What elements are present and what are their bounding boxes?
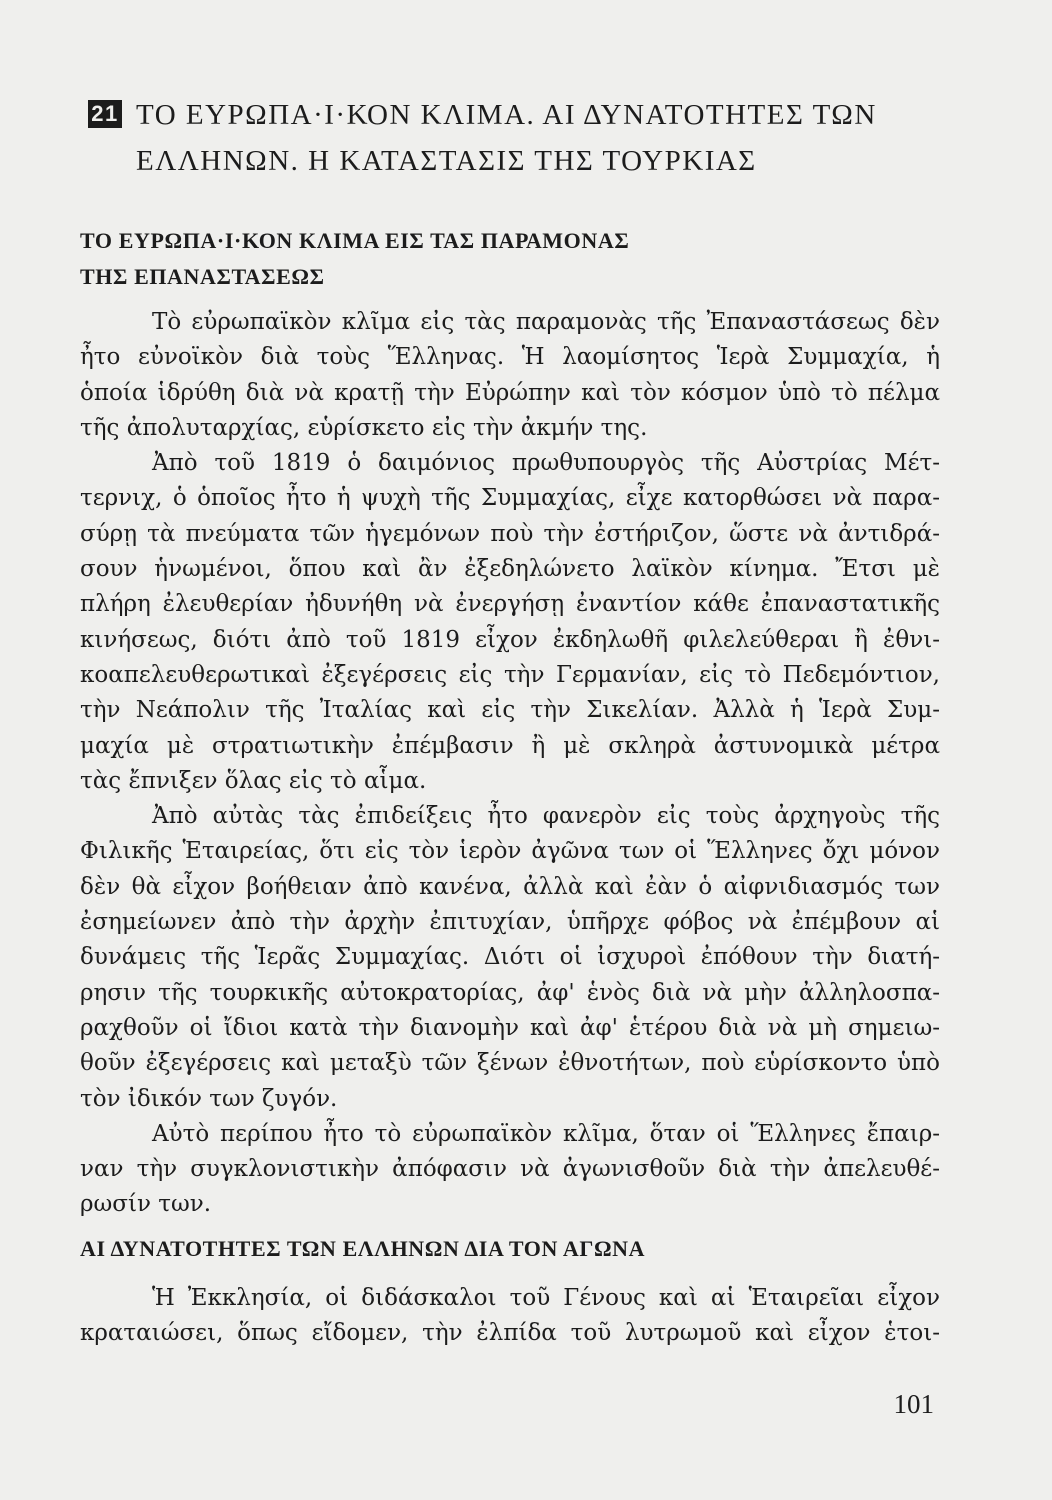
text-line: Ἀπὸ τοῦ 1819 ὁ δαιμόνιος πρωθυπουργὸς τῆς Αὐστρίας Μέτ- [152, 450, 940, 477]
chapter-title-text-1: ΤΟ ΕΥΡΩΠΑ·Ι·ΚΟΝ ΚΛΙΜΑ. ΑΙ ΔΥΝΑΤΟΤΗΤΕΣ ΤΩΝ [136, 99, 877, 131]
text-line: ἦτο εὐνοϊκὸν διὰ τοὺς Ἕλληνας. Ἡ λαομίσητος Ἱερὰ Συμμαχία, ἡ [80, 344, 940, 371]
chapter-title-line-2: ΕΛΛΗΝΩΝ. Η ΚΑΤΑΣΤΑΣΙΣ ΤΗΣ ΤΟΥΡΚΙΑΣ [136, 145, 757, 177]
text-line: Ἡ Ἐκκλησία, οἱ διδάσκαλοι τοῦ Γένους καὶ αἱ Ἑταιρεῖαι εἶχον [152, 1285, 940, 1311]
text-line: ἐσημείωνεν ἀπὸ τὴν ἀρχὴν ἐπιτυχίαν, ὑπῆρχε φόβος νὰ ἐπέμβουν αἱ [80, 909, 940, 936]
text-line: κινήσεως, διότι ἀπὸ τοῦ 1819 εἶχον ἐκδηλωθῆ φιλελεύθεραι ἢ ἐθνι- [80, 626, 940, 653]
text-line: θοῦν ἐξεγέρσεις καὶ μεταξὺ τῶν ξένων ἐθνοτήτων, ποὺ εὑρίσκοντο ὑπὸ [80, 1050, 940, 1077]
text-line: τὰς ἔπνιξεν ὅλας εἰς τὸ αἷμα. [80, 767, 427, 794]
text-line: τὸν ἰδικόν των ζυγόν. [80, 1085, 338, 1112]
section-2-body [80, 1281, 940, 1352]
text-line: Φιλικῆς Ἑταιρείας, ὅτι εἰς τὸν ἱερὸν ἀγῶνα των οἱ Ἕλληνες ὄχι μόνον [80, 838, 940, 865]
text-line: Αὐτὸ περίπου ἦτο τὸ εὐρωπαϊκὸν κλῖμα, ὅταν οἱ Ἕλληνες ἔπαιρ- [152, 1120, 940, 1147]
text-line: ὁποία ἱδρύθη διὰ νὰ κρατῇ τὴν Εὐρώπην καὶ τὸν κόσμον ὑπὸ τὸ πέλμα [80, 379, 940, 406]
text-line: πλήρη ἐλευθερίαν ἠδυνήθη νὰ ἐνεργήσῃ ἐναντίον κάθε ἐπαναστατικῆς [80, 591, 940, 618]
text-line: κραταιώσει, ὅπως εἴδομεν, τὴν ἐλπίδα τοῦ λυτρωμοῦ καὶ εἶχον ἑτοι- [80, 1320, 940, 1347]
text-line: σουν ἡνωμένοι, ὅπου καὶ ἂν ἐξεδηλώνετο λαϊκὸν κίνημα. Ἔτσι μὲ [80, 556, 940, 583]
section-1-body [80, 305, 940, 1223]
text-line: μαχία μὲ στρατιωτικὴν ἐπέμβασιν ἢ μὲ σκληρὰ ἀστυνομικὰ μέτρα [80, 732, 940, 759]
text-line: ρησιν τῆς τουρκικῆς αὐτοκρατορίας, ἀφ' ἑνὸς διὰ νὰ μὴν ἀλληλοσπα- [80, 979, 940, 1006]
text-line: ραχθοῦν οἱ ἴδιοι κατὰ τὴν διανομὴν καὶ ἀφ' ἑτέρου διὰ νὰ μὴ σημειω- [80, 1014, 940, 1041]
text-line: κοαπελευθερωτικαὶ ἐξεγέρσεις εἰς τὴν Γερμανίαν, εἰς τὸ Πεδεμόντιον, [80, 661, 940, 688]
page-number: 101 [893, 1389, 934, 1419]
text-line: τῆς ἀπολυταρχίας, εὑρίσκετο εἰς τὴν ἀκμήν της. [80, 414, 648, 441]
chapter-number-badge: 21 [88, 100, 122, 128]
text-line: τὴν Νεάπολιν τῆς Ἰταλίας καὶ εἰς τὴν Σικελίαν. Ἀλλὰ ἡ Ἱερὰ Συμ- [80, 697, 940, 724]
section-heading-1-line-2: ΤΗΣ ΕΠΑΝΑΣΤΑΣΕΩΣ [80, 264, 325, 289]
text-line: σύρῃ τὰ πνεύματα τῶν ἡγεμόνων ποὺ τὴν ἐστήριζον, ὥστε νὰ ἀντιδρά- [80, 520, 940, 547]
section-heading-1-line-1: ΤΟ ΕΥΡΩΠΑ·Ι·ΚΟΝ ΚΛΙΜΑ ΕΙΣ ΤΑΣ ΠΑΡΑΜΟΝΑΣ [80, 228, 630, 253]
chapter-title [88, 92, 968, 184]
text-line: Ἀπὸ αὐτὰς τὰς ἐπιδείξεις ἦτο φανερὸν εἰς τοὺς ἀρχηγοὺς τῆς [152, 803, 940, 830]
text-line: τερνιχ, ὁ ὁποῖος ἦτο ἡ ψυχὴ τῆς Συμμαχίας, εἶχε κατορθώσει νὰ παρα- [80, 485, 940, 512]
text-line: ρωσίν των. [80, 1191, 212, 1218]
text-line: Τὸ εὐρωπαϊκὸν κλῖμα εἰς τὰς παραμονὰς τῆς Ἐπαναστάσεως δὲν [152, 309, 940, 335]
text-line: δυνάμεις τῆς Ἱερᾶς Συμμαχίας. Διότι οἱ ἰσχυροὶ ἐπόθουν τὴν διατή- [80, 944, 940, 971]
chapter-title-line-1 [88, 92, 968, 138]
text-line: δὲν θὰ εἶχον βοήθειαν ἀπὸ κανένα, ἀλλὰ καὶ ἐὰν ὁ αἰφνιδιασμός των [80, 873, 940, 900]
text-line: ναν τὴν συγκλονιστικὴν ἀπόφασιν νὰ ἀγωνισθοῦν διὰ τὴν ἀπελευθέ- [80, 1156, 940, 1183]
section-heading-2: ΑΙ ΔΥΝΑΤΟΤΗΤΕΣ ΤΩΝ ΕΛΛΗΝΩΝ ΔΙΑ ΤΟΝ ΑΓΩΝΑ [80, 1236, 646, 1261]
